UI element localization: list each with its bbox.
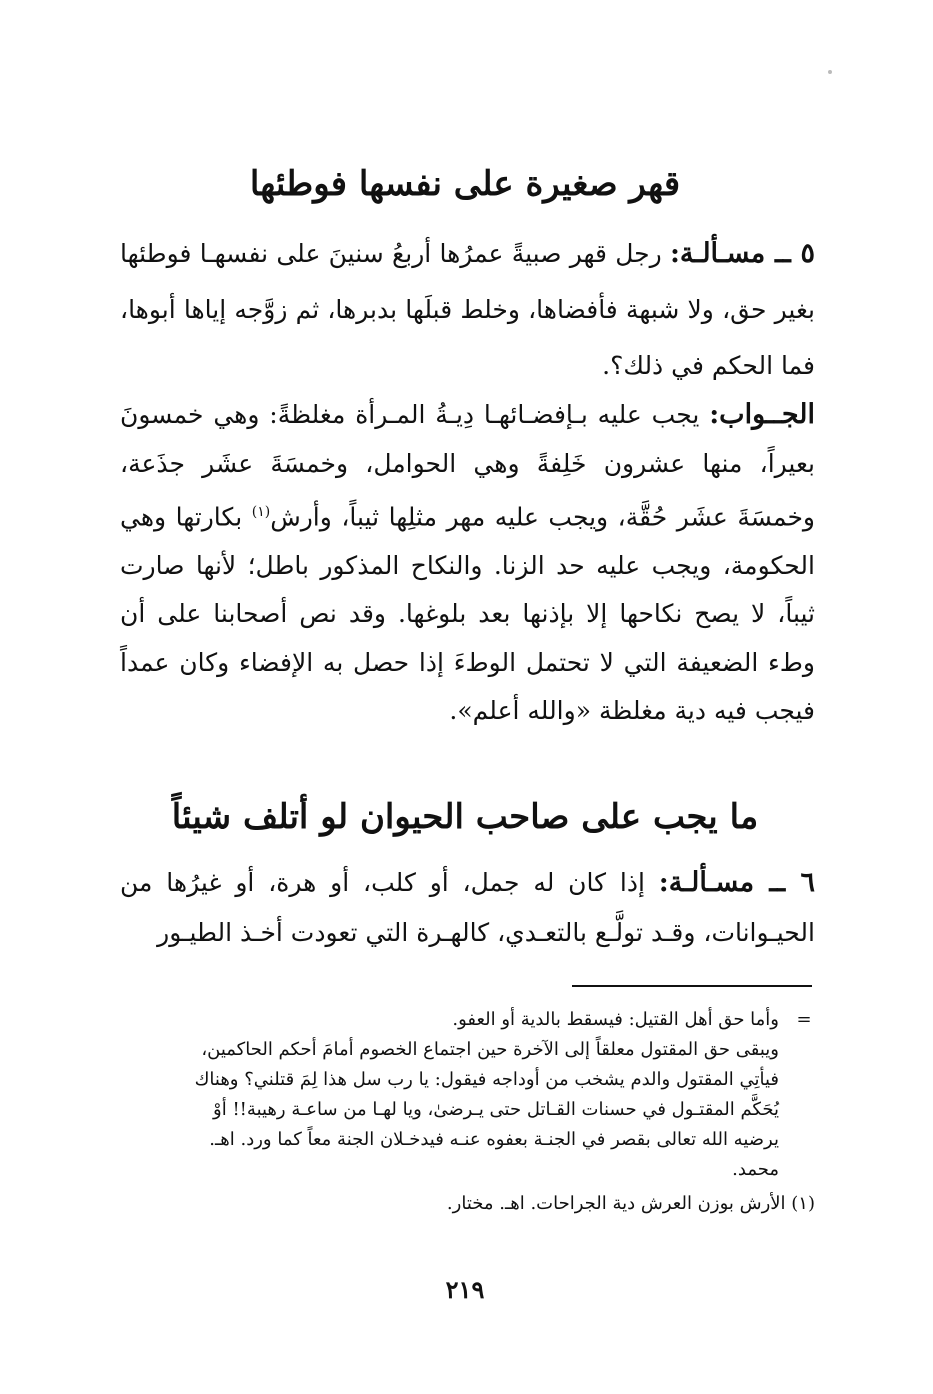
section-title-2: ما يجب على صاحب الحيوان لو أتلف شيئاً (171, 797, 759, 837)
continued-footnote (120, 1005, 779, 1185)
answer-paragraph-1 (120, 391, 815, 736)
footnote-line-1: وأما حق أهل القتيل: فيسقط بالدية أو العفو. (452, 1009, 779, 1030)
footnote-line-6: محمد. (732, 1159, 779, 1180)
scan-speck (828, 70, 832, 74)
section-title-1: قهر صغيرة على نفسها فوطئها (249, 164, 681, 204)
footnote-line-3: فيأتِي المقتول والدم يشخب من أوداجه فيقول: يا رب سل هذا لِمَ قتلني؟ وهناك (194, 1069, 779, 1090)
question-label-1: ٥ ــ مسـألـة: (669, 238, 815, 269)
question-text-1: رجل قهر صبيةً عمرُها أربعُ سنينَ على نفسهـا فوطئها بغير حق، ولا شبهة فأفضاها، وخلط قبلَها بدبرها، ثم زوَّجه إياها أبوها، فما الحكم في ذلك؟. (120, 239, 815, 380)
answer-text-part-2: بكارتها وهي الحكومة، ويجب عليه حد الزنا. والنكاح المذكور باطل؛ لأنها صارت ثيباً، لا يصح نكاحها إلا بإذنها بعد بلوغها. وقد نص أصحابنا على أن وطء الضعيفة التي لا تحتمل الوطءَ إذا حصل به الإفضاء وكان عمداً فيجب فيه دية مغلظة «والله أعلم». (120, 502, 815, 726)
footnote-line-2: ويبقى حق المقتول معلقاً إلى الآخرة حين اجتماع الخصوم أمامَ أحكم الحاكمين، (201, 1039, 779, 1060)
continuation-marker: = (796, 1009, 812, 1030)
footnote-separator (572, 985, 812, 987)
answer-text-part-1: يجب عليه بـإفضـائهـا دِيـةُ المـرأة مغلظةً: وهي خمسونَ بعيراً، منها عشرون خَلِفةً وهي الحوامل، وخمسَةَ عشَر جذَعة، وخمسَةَ عشَر حُقَّة، ويجب عليه مهر مثلِها ثيباً، وأرش (120, 400, 816, 532)
page-number: ٢١٩ (445, 1275, 485, 1304)
question-label-2: ٦ ــ مسـألـة: (658, 867, 815, 898)
answer-label: الجــواب: (709, 399, 815, 430)
footnote-reference-1: (١) (251, 504, 271, 520)
question-paragraph-1 (120, 226, 815, 394)
question-text-2: إذا كان له جمل، أو كلب، أو هرة، أو غيرُها من الحيـوانات، وقـد تولَّـع بالتعـدي، كالهـرة التي تعودت أخـذ الطيـور (120, 868, 815, 947)
footnote-line-5: يرضيه الله تعالى بقصر في الجنـة بعفوه عنـه فيدخـلان الجنة معاً كما ورد. اهـ. (209, 1129, 779, 1150)
footnote-line-4: يُحَكَّم المقتـول في حسنات القـاتل حتى يـرضىٰ، ويا لهـا من ساعـة رهيبة!! أوْ (213, 1099, 779, 1120)
question-paragraph-2 (120, 858, 815, 958)
footnote-1: (١) الأرش بوزن العرش دية الجراحات. اهـ. مختار. (446, 1193, 815, 1214)
footnotes (120, 1005, 815, 1219)
